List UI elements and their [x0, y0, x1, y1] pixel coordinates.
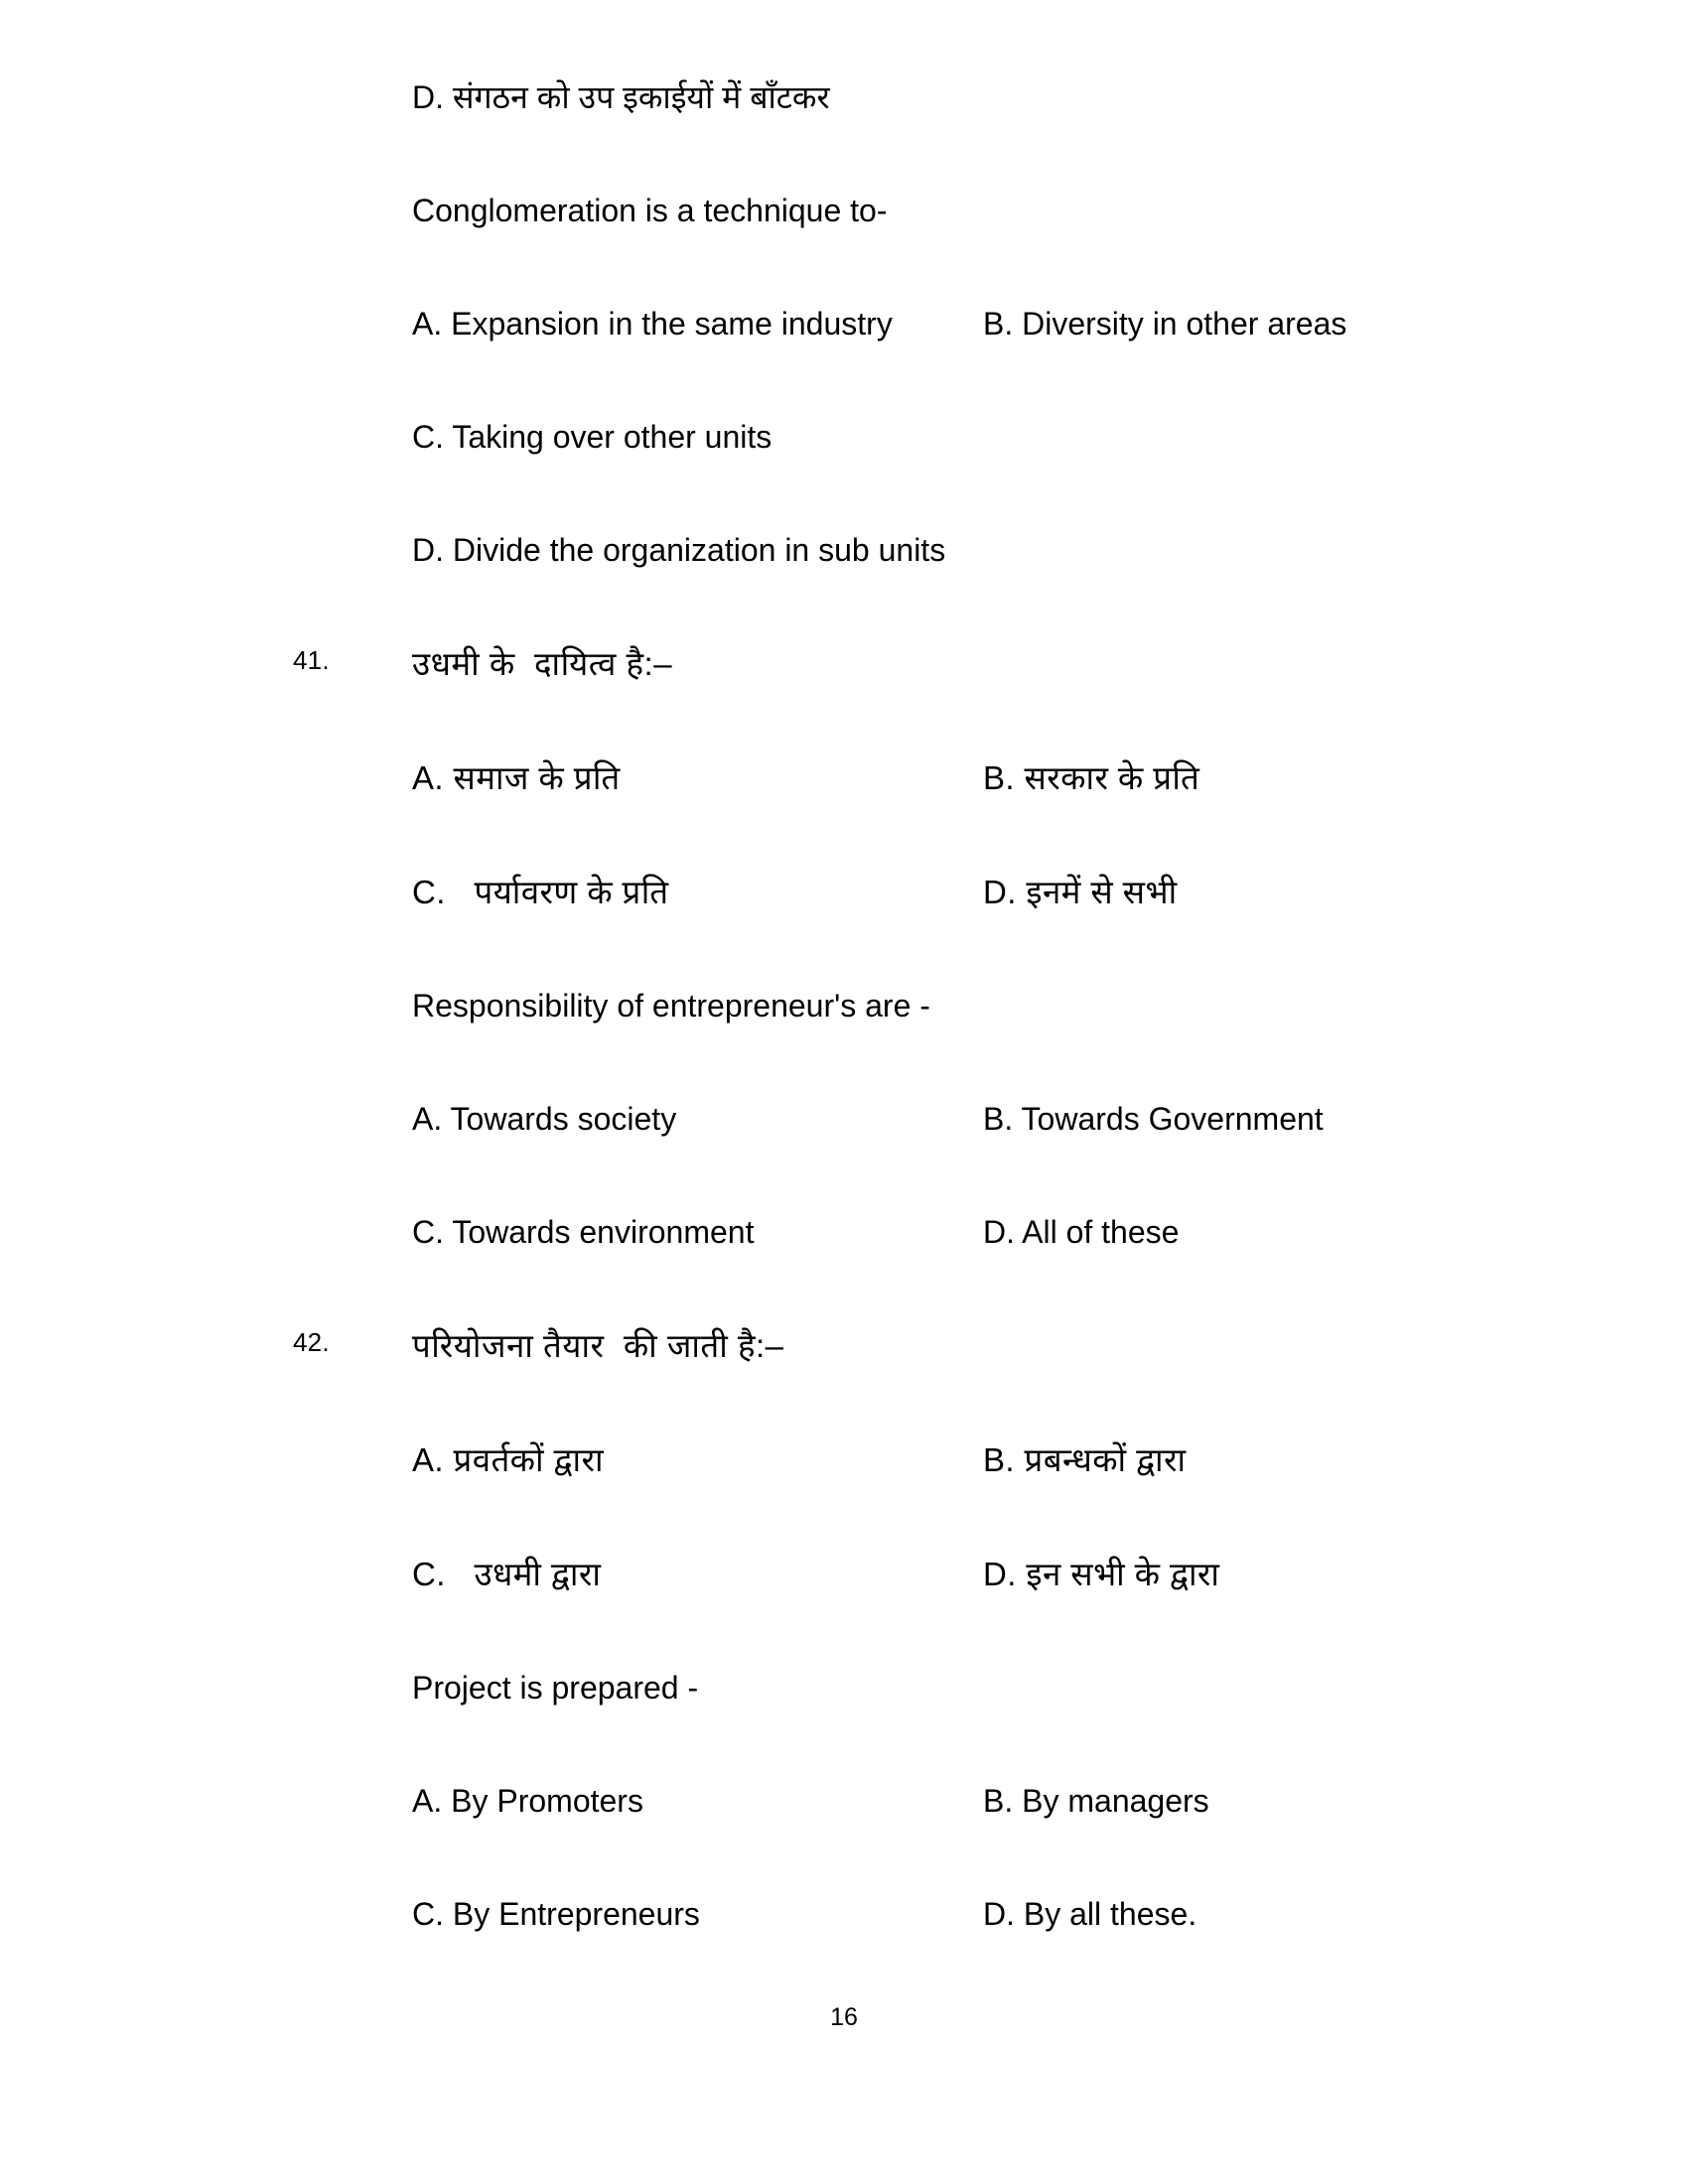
option-row-cd-hindi-41 [412, 876, 1688, 908]
option-row-ab-english-42 [412, 1785, 1688, 1817]
question-41-english-stem-row [0, 990, 1688, 1022]
option-row-ab-hindi-41 [412, 761, 1688, 794]
question-42-english-stem: Project is prepared - [412, 1670, 699, 1706]
english-stem-40: Conglomeration is a technique to- [412, 193, 888, 228]
question-block-41 [0, 566, 1688, 1248]
option-d-hindi-41: D. इनमें से सभी [983, 874, 1178, 910]
option-b-english-42: B. By managers [983, 1783, 1209, 1819]
option-d-hindi-42: D. इन सभी के द्वारा [983, 1556, 1220, 1592]
option-row-ab-english-41 [412, 1103, 1688, 1135]
option-c-english-40: C. Taking over other units [412, 419, 773, 455]
option-row-d-english-40 [412, 534, 1688, 566]
question-number-42: 42. [293, 1327, 330, 1357]
spacer [0, 1022, 1688, 1103]
spacer [0, 340, 1688, 421]
spacer [0, 1476, 1688, 1558]
spacer [0, 1362, 1688, 1443]
option-c-hindi-41: C. पर्यावरण के प्रति [412, 874, 669, 910]
option-row-cd-english-42 [412, 1898, 1688, 1930]
option-b-hindi-42: B. प्रबन्धकों द्वारा [983, 1441, 1187, 1478]
blank-lower-half [0, 1930, 1688, 1931]
option-d-english-40: D. Divide the organization in sub units [412, 532, 946, 568]
option-row-d-hindi [0, 81, 1688, 113]
option-d-english-42: D. By all these. [983, 1896, 1197, 1932]
spacer [0, 1704, 1688, 1785]
option-b-english-41: B. Towards Government [983, 1101, 1324, 1137]
page-number: 16 [830, 2003, 858, 2031]
spacer [0, 794, 1688, 876]
option-c-hindi-42: C. उधमी द्वारा [412, 1556, 602, 1592]
option-a-english-42: A. By Promoters [412, 1783, 643, 1819]
spacer [0, 453, 1688, 534]
option-a-english-41: A. Towards society [412, 1101, 677, 1137]
spacer [0, 566, 1688, 647]
option-d-english-41: D. All of these [983, 1214, 1180, 1250]
option-c-english-42: C. By Entrepreneurs [412, 1896, 700, 1932]
question-41-hindi-stem: उधमी के दायित्व है:– [412, 645, 673, 682]
option-b-english-40: B. Diversity in other areas [983, 306, 1347, 341]
option-c-english-41: C. Towards environment [412, 1214, 755, 1250]
spacer [0, 1135, 1688, 1216]
question-block-42 [0, 1248, 1688, 1930]
option-row-cd-hindi-42 [412, 1558, 1688, 1590]
option-row-cd-english-41 [412, 1216, 1688, 1248]
option-d-hindi: D. संगठन को उप इकाईयों में बाँटकर [412, 79, 830, 115]
spacer [0, 1590, 1688, 1672]
spacer [0, 226, 1688, 308]
spacer [0, 113, 1688, 195]
spacer [0, 1248, 1688, 1329]
question-41-stem-row [0, 647, 1688, 680]
english-stem-row-40 [0, 195, 1688, 226]
option-a-hindi-42: A. प्रवर्तकों द्वारा [412, 1441, 604, 1478]
top-margin-spacer [0, 0, 1688, 81]
question-number-41: 41. [293, 645, 330, 675]
option-b-hindi-41: B. सरकार के प्रति [983, 759, 1200, 796]
spacer [0, 1817, 1688, 1898]
option-row-ab-english-40 [412, 308, 1688, 340]
spacer [0, 908, 1688, 990]
question-41-english-stem: Responsibility of entrepreneur's are - [412, 988, 930, 1024]
question-42-english-stem-row [0, 1672, 1688, 1704]
question-block-40-tail [0, 0, 1688, 566]
question-42-stem-row [0, 1329, 1688, 1362]
spacer [0, 680, 1688, 761]
option-a-hindi-41: A. समाज के प्रति [412, 759, 621, 796]
option-a-english-40: A. Expansion in the same industry [412, 306, 893, 341]
option-row-ab-hindi-42 [412, 1443, 1688, 1476]
question-42-hindi-stem: परियोजना तैयार की जाती है:– [412, 1327, 784, 1364]
option-row-c-english-40 [412, 421, 1688, 453]
